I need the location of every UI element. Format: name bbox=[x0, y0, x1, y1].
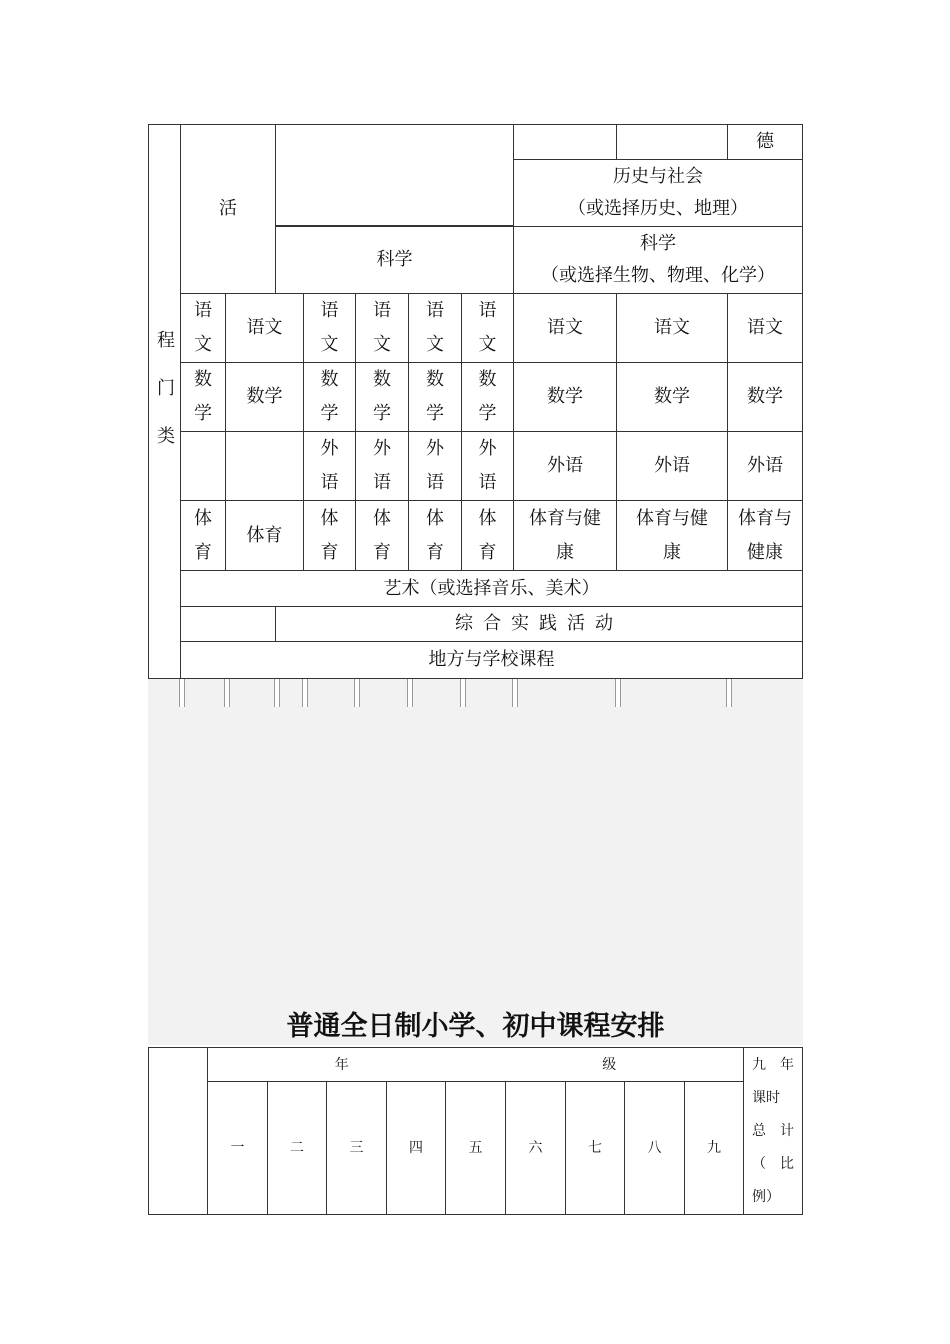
cell-top-r1 bbox=[513, 124, 617, 160]
chinese-g5: 语 文 bbox=[408, 293, 462, 363]
stub bbox=[274, 679, 280, 707]
category-label: 程门类 bbox=[154, 329, 175, 474]
practice-blank bbox=[180, 606, 276, 642]
pe-health-g8: 体育与健 康 bbox=[616, 500, 728, 571]
chinese-g2: 语文 bbox=[225, 293, 304, 363]
pe-g4: 体 育 bbox=[355, 500, 409, 571]
arts-row: 艺术（或选择音乐、美术） bbox=[180, 570, 803, 607]
math-g6: 数 学 bbox=[461, 362, 514, 432]
stub bbox=[512, 679, 518, 707]
stub bbox=[302, 679, 308, 707]
category-column bbox=[148, 124, 181, 679]
pe-g6: 体 育 bbox=[461, 500, 514, 571]
math-g5: 数 学 bbox=[408, 362, 462, 432]
pe-g3: 体 育 bbox=[303, 500, 356, 571]
pe-g5: 体 育 bbox=[408, 500, 462, 571]
grade-3: 三 bbox=[326, 1081, 387, 1215]
stub bbox=[407, 679, 413, 707]
lower-corner-cell bbox=[148, 1047, 208, 1215]
math-g4: 数 学 bbox=[355, 362, 409, 432]
cell-top-blank bbox=[275, 124, 514, 226]
stub bbox=[460, 679, 466, 707]
grade-header-part: 年 bbox=[334, 1056, 349, 1073]
practice-row: 综合实践活动 bbox=[275, 606, 803, 642]
cell-science-left: 科学 bbox=[275, 226, 514, 294]
cell-science-right: 科学 （或选择生物、物理、化学） bbox=[513, 226, 803, 294]
grade-6: 六 bbox=[505, 1081, 566, 1215]
chinese-g3: 语 文 bbox=[303, 293, 356, 363]
cell-history-society: 历史与社会 （或选择历史、地理） bbox=[513, 159, 803, 227]
grade-2: 二 bbox=[267, 1081, 327, 1215]
stub bbox=[354, 679, 360, 707]
foreign-g6: 外 语 bbox=[461, 431, 514, 501]
pe-health-g7: 体育与健 康 bbox=[513, 500, 617, 571]
foreign-g3: 外 语 bbox=[303, 431, 356, 501]
grade-header-part: 级 bbox=[602, 1056, 617, 1073]
foreign-g8: 外语 bbox=[616, 431, 728, 501]
grade-header bbox=[207, 1047, 744, 1082]
foreign-g4: 外 语 bbox=[355, 431, 409, 501]
grade-9: 九 bbox=[684, 1081, 744, 1215]
local-curriculum-row: 地方与学校课程 bbox=[180, 641, 803, 679]
math-g7: 数学 bbox=[513, 362, 617, 432]
math-g1: 数 学 bbox=[180, 362, 226, 432]
foreign-g9: 外语 bbox=[727, 431, 803, 501]
pe-g1: 体 育 bbox=[180, 500, 226, 571]
chinese-g4: 语 文 bbox=[355, 293, 409, 363]
stub bbox=[179, 679, 185, 707]
cell-huo: 活 bbox=[180, 124, 276, 294]
math-g8: 数学 bbox=[616, 362, 728, 432]
chinese-g8: 语文 bbox=[616, 293, 728, 363]
grade-8: 八 bbox=[624, 1081, 685, 1215]
chinese-g6: 语 文 bbox=[461, 293, 514, 363]
chinese-g7: 语文 bbox=[513, 293, 617, 363]
foreign-g1 bbox=[180, 431, 226, 501]
cell-de: 德 bbox=[727, 124, 803, 160]
grade-5: 五 bbox=[445, 1081, 506, 1215]
foreign-g5: 外 语 bbox=[408, 431, 462, 501]
foreign-g2 bbox=[225, 431, 304, 501]
math-g3: 数 学 bbox=[303, 362, 356, 432]
chinese-g1: 语 文 bbox=[180, 293, 226, 363]
grade-7: 七 bbox=[565, 1081, 625, 1215]
math-g2: 数学 bbox=[225, 362, 304, 432]
grade-4: 四 bbox=[386, 1081, 446, 1215]
cell-top-r2 bbox=[616, 124, 728, 160]
stub bbox=[615, 679, 621, 707]
stub bbox=[726, 679, 732, 707]
grade-1: 一 bbox=[207, 1081, 268, 1215]
foreign-g7: 外语 bbox=[513, 431, 617, 501]
chinese-g9: 语文 bbox=[727, 293, 803, 363]
math-g9: 数学 bbox=[727, 362, 803, 432]
stub bbox=[224, 679, 230, 707]
pe-health-g9: 体育与 健康 bbox=[727, 500, 803, 571]
pe-g2: 体育 bbox=[225, 500, 304, 571]
total-hours-header: 九 年 课时 总 计 （ 比 例） bbox=[743, 1047, 803, 1215]
page-title: 普通全日制小学、初中课程安排 bbox=[286, 1011, 665, 1042]
